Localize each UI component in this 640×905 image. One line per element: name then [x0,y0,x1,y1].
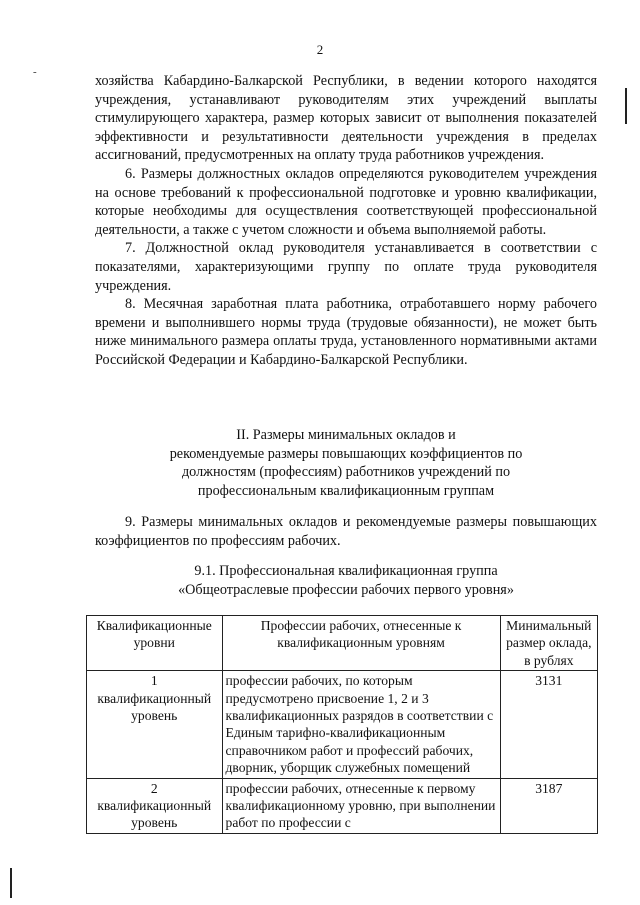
table-header-row [87,616,598,671]
header-professions: Профессии рабочих, отнесенные к квалификационным уровням [222,616,500,671]
header-salary: Минимальный размер оклада, в рублях [500,616,597,671]
salary-cell: 3187 [500,778,597,833]
group-heading [95,562,597,599]
professions-cell: профессии рабочих, по которым предусмотрено присвоение 1, 2 и 3 квалификационных разрядов в соответствии с Единым тарифно-квалификационным справочником работ и профессий рабочих, дворник, уборщик служебных помещений [222,671,500,778]
level-suffix: уровень [131,815,178,831]
level-cell [87,671,223,778]
table-row [87,778,598,833]
body-text [95,72,597,370]
page-number: 2 [316,42,324,57]
paragraph-7: 7. Должностной оклад руководителя устанавливается в соответствии с показателями, характеризующими группу по оплате труда руководителя учреждения. [95,240,597,294]
level-suffix: уровень [131,708,178,724]
section-heading-line: II. Размеры минимальных окладов и [236,427,456,443]
professions-cell: профессии рабочих, отнесенные к первому квалификационному уровню, при выполнении работ по профессии с [222,778,500,833]
qualification-table [86,615,598,834]
section-heading-line: рекомендуемые размеры повышающих коэффициентов по [169,445,523,462]
table-row [87,671,598,778]
scan-dash-left: - [33,66,37,78]
section-heading-line: должностям (профессиям) работников учреждений по [181,464,511,481]
paragraph-intro: хозяйства Кабардино-Балкарской Республики, в ведении которого находятся учреждения, устанавливают руководителям этих учреждений выплаты стимулирующего характера, размер которых зависит от выполнения показателей эффективности и результативности деятельности учреждения в пределах ассигнований, предусмотренных на оплату труда работников учреждения. [95,73,597,164]
group-heading-line: 9.1. Профессиональная квалификационная группа [194,563,498,579]
level-number: 2 [150,780,158,796]
paragraph-6: 6. Размеры должностных окладов определяются руководителем учреждения на основе требований к профессиональной подготовке и уровню квалификации, которые необходимы для осуществления соответствующей профессиональной деятельности, а также с учетом сложности и объема выполняемой работы. [95,165,597,238]
group-heading-line: «Общеотраслевые профессии рабочих первого уровня» [178,581,514,598]
level-word: квалификационный [97,798,212,814]
salary-cell: 3131 [500,671,597,778]
scan-mark-left-bottom [10,868,12,898]
section-heading-line: профессиональным квалификационным группам [197,482,495,499]
section-heading [95,426,597,500]
header-levels: Квалификационные уровни [87,616,223,671]
level-cell [87,778,223,833]
scan-mark-right [625,88,627,124]
level-number: 1 [150,673,158,689]
paragraph-8: 8. Месячная заработная плата работника, отработавшего норму рабочего времени и выполнившего нормы труда (трудовые обязанности), не может быть ниже минимального размера оплаты труда, установленного нормативными актами Российской Федерации и Кабардино-Балкарской Республики. [95,296,597,368]
level-word: квалификационный [97,690,212,706]
paragraph-9: 9. Размеры минимальных окладов и рекомендуемые размеры повышающих коэффициентов по профессиям рабочих. [95,514,597,549]
